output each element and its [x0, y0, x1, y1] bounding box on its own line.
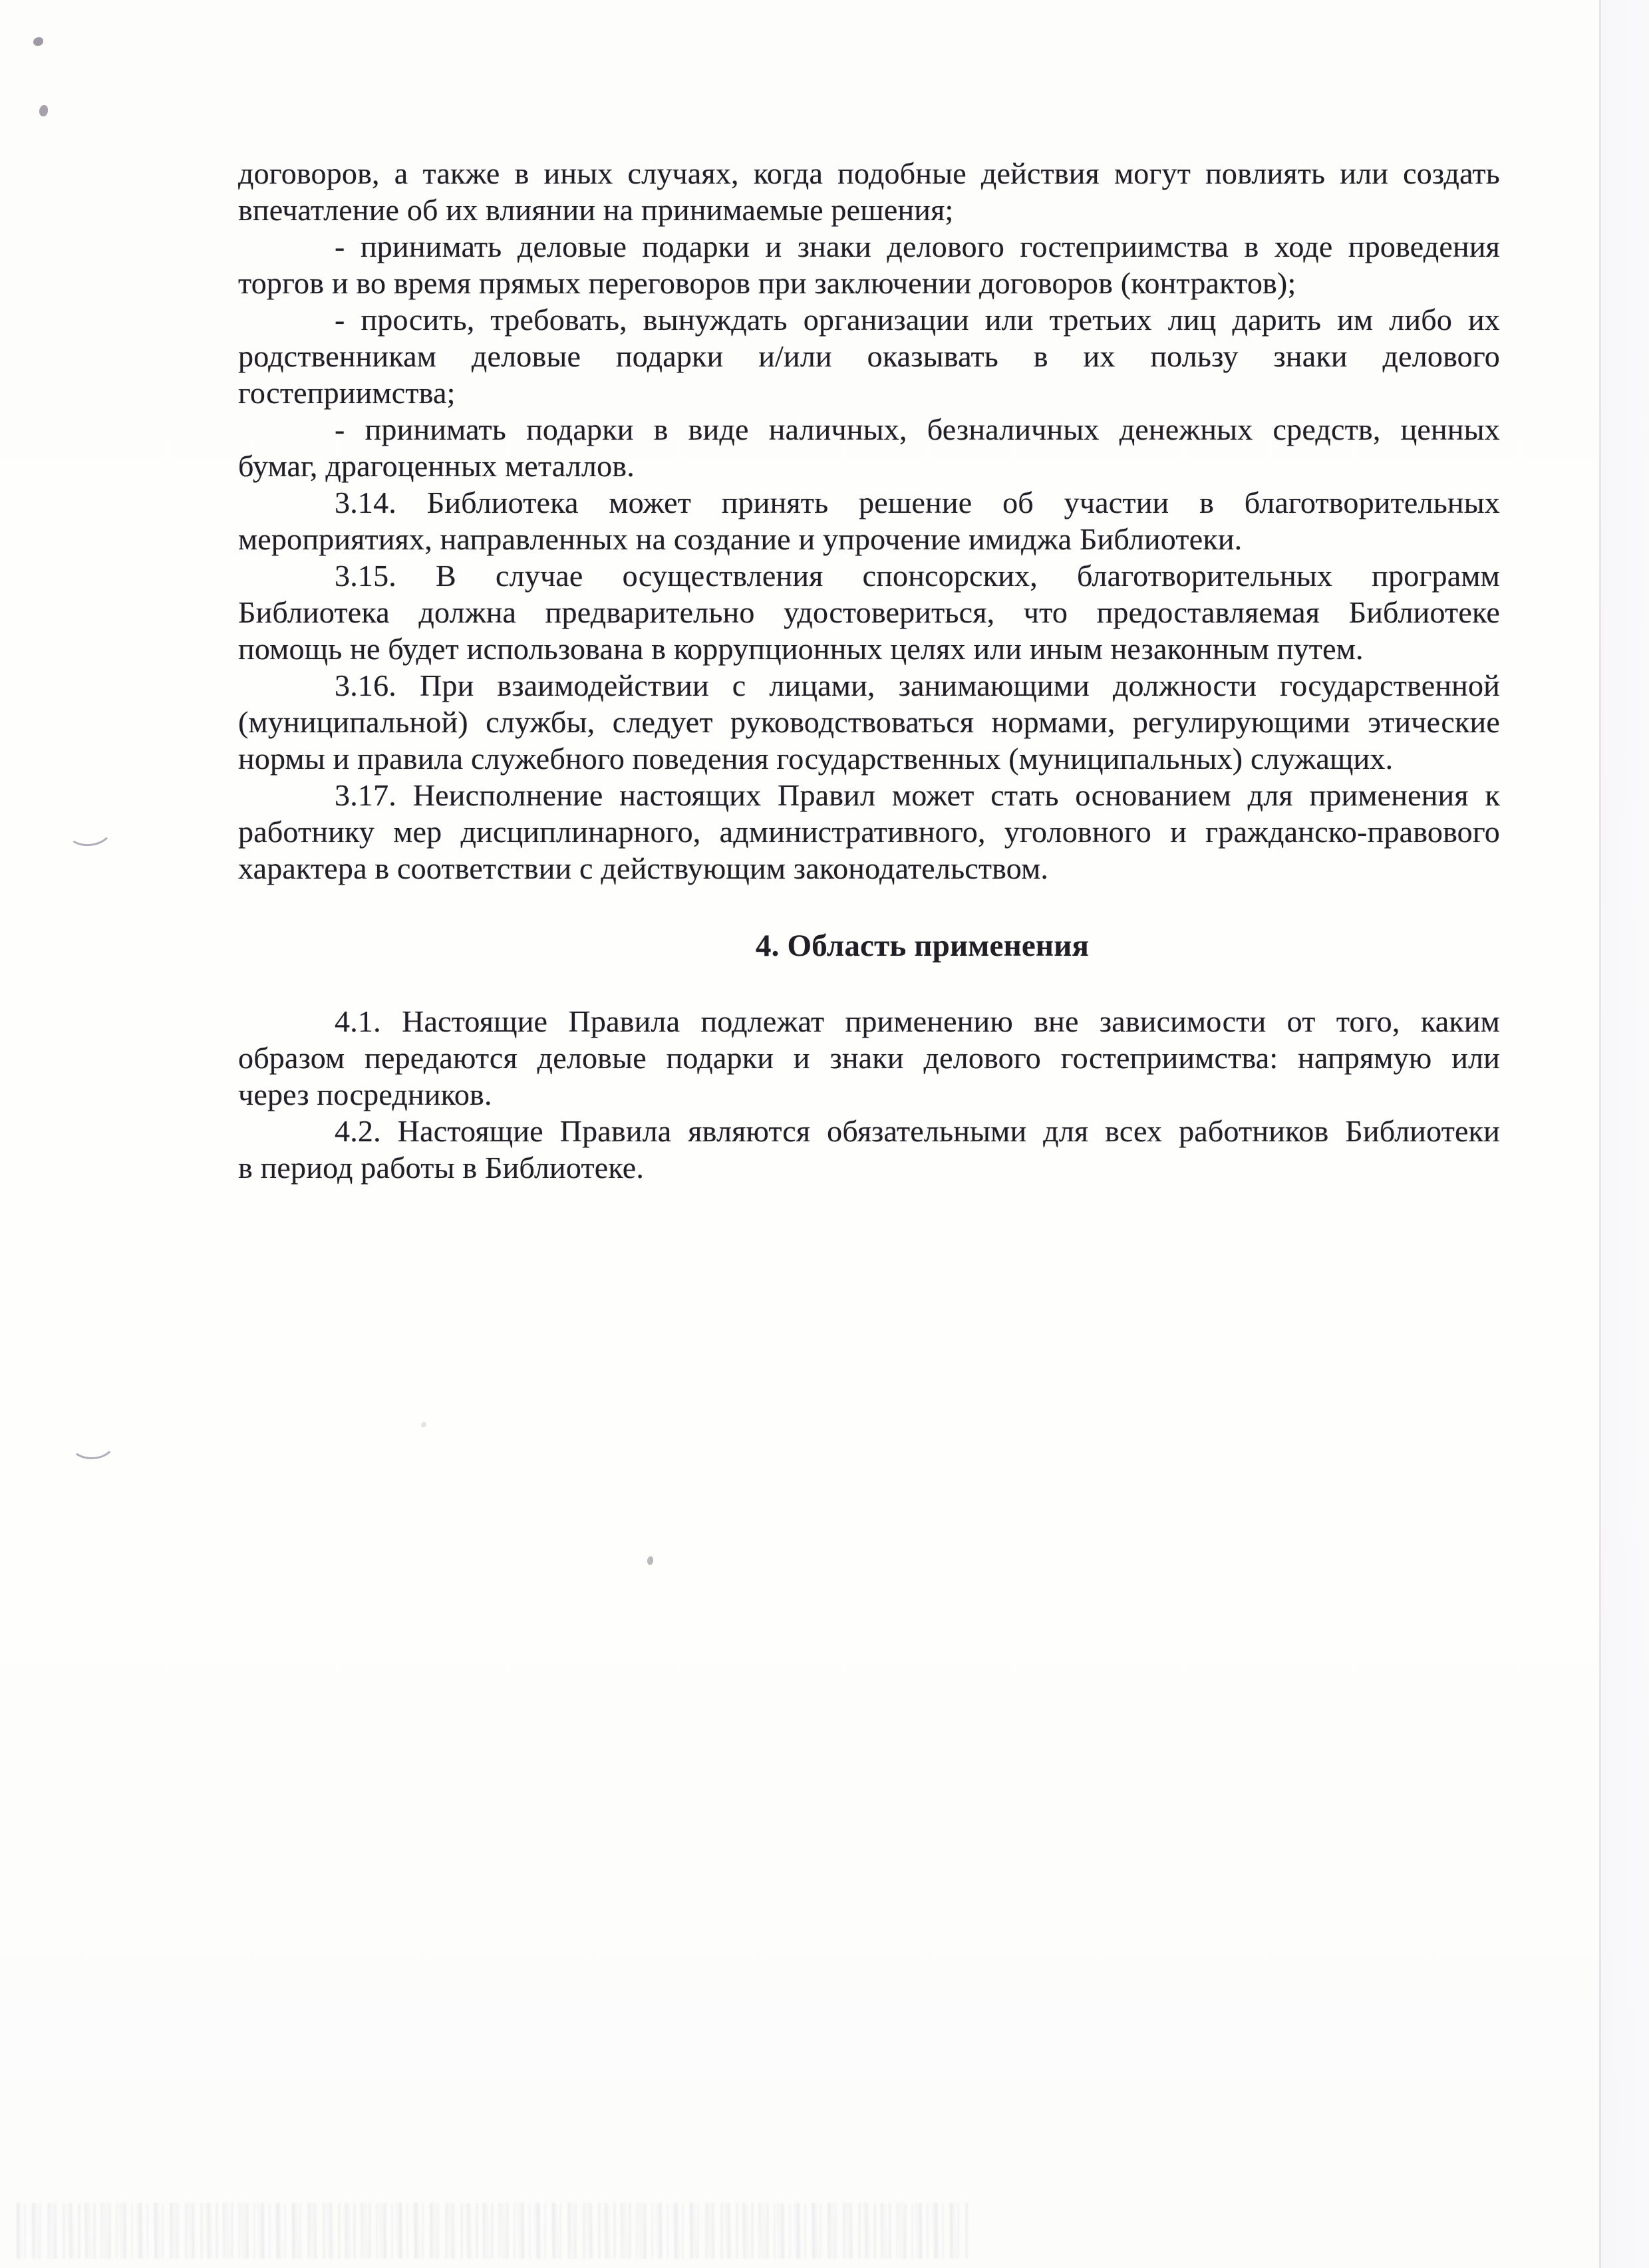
text-line: работнику мер дисциплинарного, административного, уголовного и гражданско-правового: [238, 815, 1500, 849]
text-line: 3.17. Неисполнение настоящих Правил может стать основанием для применения к: [335, 778, 1500, 812]
text-line: 3.16. При взаимодействии с лицами, занимающими должности государственной: [335, 668, 1500, 702]
scan-speck: [421, 1422, 426, 1427]
paragraph: [238, 777, 1500, 887]
paragraph: [238, 1003, 1500, 1113]
paragraph: [238, 667, 1500, 777]
paragraph: [238, 484, 1500, 557]
paragraph: [238, 411, 1500, 484]
text-line: впечатление об их влиянии на принимаемые решения;: [238, 193, 954, 227]
scan-speck: [33, 37, 43, 46]
text-line: образом передаются деловые подарки и знаки делового гостеприимства: напрямую или: [238, 1041, 1500, 1075]
text-line: 3.14. Библиотека может принять решение об участии в благотворительных: [335, 486, 1500, 519]
text-line: нормы и правила служебного поведения государственных (муниципальных) служащих.: [238, 742, 1394, 776]
text-line: 3.15. В случае осуществления спонсорских, благотворительных программ: [335, 559, 1500, 593]
text-line: родственникам деловые подарки и/или оказывать в их пользу знаки делового: [238, 339, 1500, 373]
paragraph: [238, 557, 1500, 667]
text-line: 4.1. Настоящие Правила подлежат применению вне зависимости от того, каким: [335, 1004, 1500, 1038]
paragraph: [238, 1113, 1500, 1186]
text-line: - принимать деловые подарки и знаки делового гостеприимства в ходе проведения: [335, 229, 1500, 263]
text-line: бумаг, драгоценных металлов.: [238, 449, 635, 483]
text-line: Библиотека должна предварительно удостовериться, что предоставляемая Библиотеке: [238, 595, 1500, 629]
text-line: через посредников.: [238, 1077, 492, 1111]
text-line: в период работы в Библиотеке.: [238, 1151, 645, 1185]
paragraph: [238, 155, 1500, 228]
paragraph: [238, 301, 1500, 411]
text-line: характера в соответствии с действующим законодательством.: [238, 851, 1049, 885]
scan-noise-strip: [17, 2203, 968, 2259]
text-line: помощь не будет использована в коррупционных целях или иным незаконным путем.: [238, 632, 1364, 666]
text-line: 4.2. Настоящие Правила являются обязательными для всех работников Библиотеки: [335, 1114, 1500, 1148]
text-line: - принимать подарки в виде наличных, безналичных денежных средств, ценных: [335, 412, 1500, 446]
scan-arc-mark: [65, 810, 114, 848]
text-line: гостеприимства;: [238, 376, 456, 410]
text-line: торгов и во время прямых переговоров при заключении договоров (контрактов);: [238, 266, 1296, 300]
text-line: договоров, а также в иных случаях, когда подобные действия могут повлиять или создать: [238, 156, 1500, 190]
scan-speck: [647, 1556, 653, 1565]
paragraph: [238, 228, 1500, 301]
scan-speck: [39, 105, 48, 116]
scan-arc-mark: [68, 1423, 116, 1461]
text-line: (муниципальной) службы, следует руководствоваться нормами, регулирующими этические: [238, 705, 1500, 739]
section-heading: 4. Область применения: [755, 928, 1090, 963]
text-line: - просить, требовать, вынуждать организации или третьих лиц дарить им либо их: [335, 303, 1500, 337]
text-line: мероприятиях, направленных на создание и упрочение имиджа Библиотеки.: [238, 522, 1243, 556]
document-body: [238, 155, 1500, 1186]
scan-edge-band: [1599, 0, 1649, 2268]
